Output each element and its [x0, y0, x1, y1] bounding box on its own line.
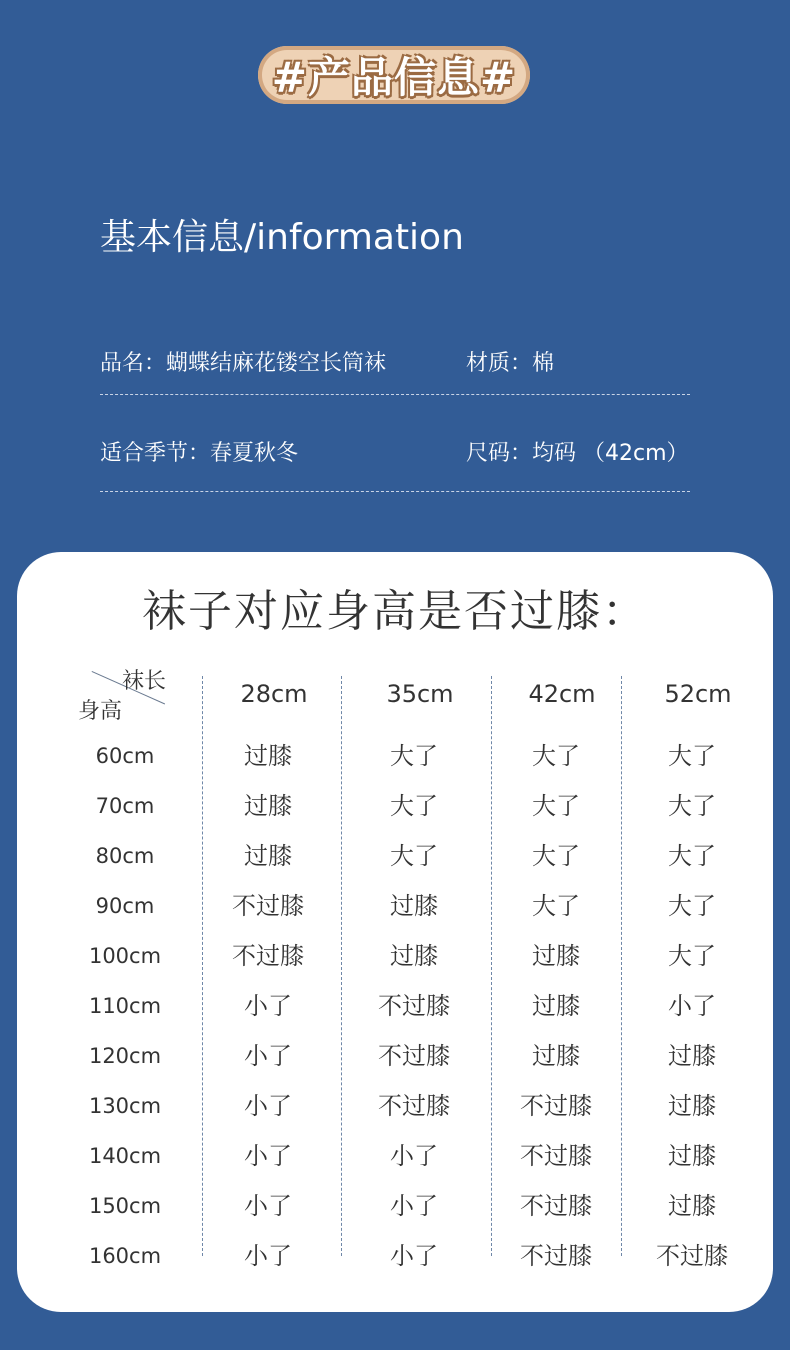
divider	[100, 394, 690, 395]
table-cell: 大了	[390, 842, 438, 870]
table-cell: 小了	[244, 1042, 292, 1070]
table-cell: 过膝	[244, 842, 292, 870]
season: 适合季节：春夏秋冬	[100, 441, 299, 466]
size-chart-title: 袜子对应身高是否过膝：	[142, 586, 648, 637]
column-header: 28cm	[240, 680, 308, 708]
table-cell: 过膝	[390, 942, 438, 970]
table-cell: 过膝	[390, 892, 438, 920]
table-corner-header	[78, 662, 188, 722]
table-cell: 大了	[532, 742, 580, 770]
table-cell: 过膝	[668, 1192, 716, 1220]
table-cell: 小了	[668, 992, 716, 1020]
table-cell: 大了	[532, 792, 580, 820]
table-cell: 小了	[390, 1242, 438, 1270]
column-header: 52cm	[664, 680, 732, 708]
table-cell: 小了	[244, 1242, 292, 1270]
row-height-label: 140cm	[88, 1144, 162, 1168]
sock-length-label: 袜长	[122, 669, 167, 694]
table-cell: 不过膝	[520, 1242, 592, 1270]
table-cell: 小了	[244, 992, 292, 1020]
row-height-label: 70cm	[95, 794, 155, 818]
table-cell: 大了	[390, 792, 438, 820]
height-label: 身高	[78, 699, 123, 724]
row-height-label: 160cm	[88, 1244, 162, 1268]
product-name: 品名：蝴蝶结麻花镂空长筒袜	[100, 351, 387, 376]
table-cell: 不过膝	[520, 1092, 592, 1120]
row-height-label: 130cm	[88, 1094, 162, 1118]
info-row-2	[100, 430, 690, 470]
table-cell: 过膝	[668, 1042, 716, 1070]
column-divider	[202, 676, 203, 1256]
table-cell: 不过膝	[520, 1192, 592, 1220]
table-cell: 大了	[532, 842, 580, 870]
row-height-label: 60cm	[95, 744, 155, 768]
column-header: 42cm	[528, 680, 596, 708]
column-divider	[341, 676, 342, 1256]
table-cell: 不过膝	[232, 942, 304, 970]
table-cell: 过膝	[532, 1042, 580, 1070]
material: 材质：棉	[466, 351, 555, 376]
table-cell: 不过膝	[378, 992, 450, 1020]
column-divider	[491, 676, 492, 1256]
divider	[100, 491, 690, 492]
table-cell: 大了	[668, 942, 716, 970]
row-height-label: 120cm	[88, 1044, 162, 1068]
table-cell: 过膝	[244, 792, 292, 820]
row-height-label: 100cm	[88, 944, 162, 968]
table-cell: 大了	[390, 742, 438, 770]
row-height-label: 110cm	[88, 994, 162, 1018]
table-cell: 不过膝	[378, 1092, 450, 1120]
row-height-label: 90cm	[95, 894, 155, 918]
column-divider	[621, 676, 622, 1256]
table-cell: 过膝	[668, 1092, 716, 1120]
table-cell: 小了	[390, 1142, 438, 1170]
table-cell: 小了	[244, 1192, 292, 1220]
table-cell: 小了	[244, 1142, 292, 1170]
table-cell: 大了	[668, 892, 716, 920]
table-cell: 不过膝	[232, 892, 304, 920]
table-cell: 过膝	[244, 742, 292, 770]
row-height-label: 150cm	[88, 1194, 162, 1218]
table-cell: 过膝	[532, 992, 580, 1020]
size: 尺码：均码 （42cm）	[466, 441, 689, 466]
info-row-1	[100, 340, 690, 380]
table-cell: 不过膝	[378, 1042, 450, 1070]
table-cell: 小了	[244, 1092, 292, 1120]
table-cell: 过膝	[532, 942, 580, 970]
table-cell: 大了	[668, 842, 716, 870]
table-cell: 大了	[668, 792, 716, 820]
basic-info-heading: 基本信息/information	[100, 217, 464, 258]
table-cell: 小了	[390, 1192, 438, 1220]
table-cell: 过膝	[668, 1142, 716, 1170]
product-info-badge	[258, 46, 530, 104]
row-height-label: 80cm	[95, 844, 155, 868]
table-cell: 大了	[532, 892, 580, 920]
table-cell: 大了	[668, 742, 716, 770]
table-cell: 不过膝	[520, 1142, 592, 1170]
table-cell: 不过膝	[656, 1242, 728, 1270]
column-header: 35cm	[386, 680, 454, 708]
badge-title: #产品信息#	[271, 53, 517, 102]
